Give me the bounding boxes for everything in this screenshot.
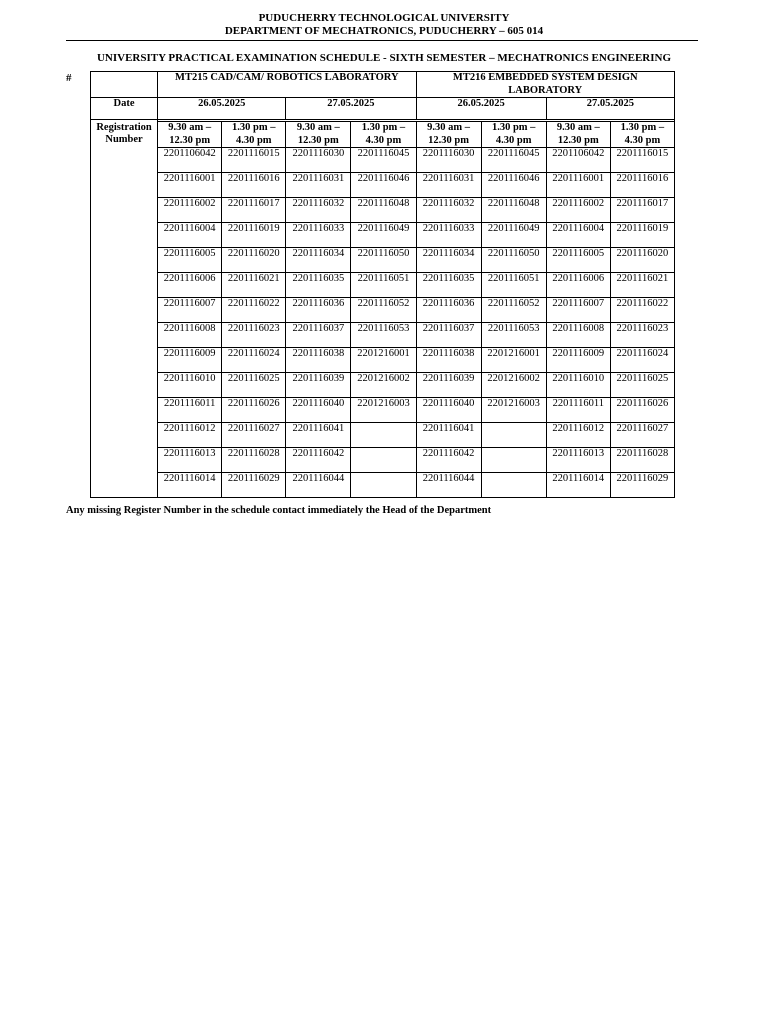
table-row bbox=[91, 473, 675, 498]
lab-header-row bbox=[91, 72, 675, 98]
registration-number-cell: 2201216001 bbox=[351, 348, 416, 373]
registration-number-cell: 2201116023 bbox=[610, 323, 674, 348]
registration-number-cell: 2201106042 bbox=[546, 148, 610, 173]
footer-note: Any missing Register Number in the schedule contact immediately the Head of the Department bbox=[66, 505, 492, 516]
registration-number-cell bbox=[481, 473, 546, 498]
registration-number-cell: 2201116033 bbox=[416, 223, 481, 248]
slot-cell: 1.30 pm – 4.30 pm bbox=[351, 122, 416, 148]
registration-number-cell: 2201116053 bbox=[481, 323, 546, 348]
registration-number-cell: 2201116012 bbox=[546, 423, 610, 448]
registration-number-cell: 2201116035 bbox=[286, 273, 351, 298]
registration-number-cell: 2201106042 bbox=[158, 148, 222, 173]
registration-number-cell: 2201116053 bbox=[351, 323, 416, 348]
registration-number-cell: 2201116002 bbox=[546, 198, 610, 223]
registration-number-cell: 2201116028 bbox=[610, 448, 674, 473]
registration-number-cell: 2201116019 bbox=[222, 223, 286, 248]
registration-number-cell: 2201116002 bbox=[158, 198, 222, 223]
registration-number-cell: 2201116044 bbox=[416, 473, 481, 498]
registration-number-cell: 2201116011 bbox=[546, 398, 610, 423]
registration-number-cell: 2201116020 bbox=[222, 248, 286, 273]
registration-number-cell: 2201116052 bbox=[351, 298, 416, 323]
registration-number-cell: 2201116045 bbox=[481, 148, 546, 173]
registration-number-cell: 2201116013 bbox=[158, 448, 222, 473]
registration-number-cell: 2201116037 bbox=[286, 323, 351, 348]
registration-number-cell: 2201216003 bbox=[351, 398, 416, 423]
registration-number-cell: 2201116020 bbox=[610, 248, 674, 273]
registration-number-cell: 2201116016 bbox=[222, 173, 286, 198]
slot-row bbox=[91, 122, 675, 148]
registration-number-cell: 2201116038 bbox=[286, 348, 351, 373]
registration-number-cell: 2201216001 bbox=[481, 348, 546, 373]
registration-number-cell bbox=[351, 423, 416, 448]
registration-number-cell: 2201116014 bbox=[158, 473, 222, 498]
registration-number-cell: 2201116034 bbox=[416, 248, 481, 273]
registration-number-cell: 2201116011 bbox=[158, 398, 222, 423]
registration-number-cell: 2201116030 bbox=[286, 148, 351, 173]
registration-number-cell: 2201116004 bbox=[546, 223, 610, 248]
table-row bbox=[91, 273, 675, 298]
registration-number-cell: 2201116015 bbox=[610, 148, 674, 173]
registration-number-cell: 2201116032 bbox=[416, 198, 481, 223]
department-name: DEPARTMENT OF MECHATRONICS, PUDUCHERRY – 605 014 bbox=[224, 25, 544, 37]
serial-hash: # bbox=[66, 72, 72, 84]
registration-number-cell: 2201116039 bbox=[286, 373, 351, 398]
registration-number-cell: 2201116022 bbox=[610, 298, 674, 323]
registration-number-cell: 2201116040 bbox=[416, 398, 481, 423]
registration-number-cell: 2201116033 bbox=[286, 223, 351, 248]
registration-number-cell: 2201116048 bbox=[351, 198, 416, 223]
table-row bbox=[91, 448, 675, 473]
schedule-table bbox=[90, 71, 675, 498]
registration-number-cell: 2201116026 bbox=[610, 398, 674, 423]
registration-number-cell: 2201116028 bbox=[222, 448, 286, 473]
registration-number-cell: 2201116036 bbox=[416, 298, 481, 323]
registration-number-cell: 2201116001 bbox=[546, 173, 610, 198]
registration-number-cell: 2201116048 bbox=[481, 198, 546, 223]
registration-number-cell: 2201116016 bbox=[610, 173, 674, 198]
registration-number-cell: 2201116024 bbox=[222, 348, 286, 373]
date-cell: 27.05.2025 bbox=[286, 98, 416, 120]
date-cell: 27.05.2025 bbox=[546, 98, 674, 120]
registration-number-cell: 2201116004 bbox=[158, 223, 222, 248]
date-label: Date bbox=[91, 98, 158, 120]
registration-number-cell: 2201116034 bbox=[286, 248, 351, 273]
registration-number-cell: 2201116049 bbox=[481, 223, 546, 248]
table-row bbox=[91, 173, 675, 198]
table-row bbox=[91, 198, 675, 223]
registration-number-cell: 2201116029 bbox=[610, 473, 674, 498]
table-row bbox=[91, 298, 675, 323]
registration-number-cell: 2201116032 bbox=[286, 198, 351, 223]
registration-number-cell: 2201116005 bbox=[158, 248, 222, 273]
registration-number-cell bbox=[481, 448, 546, 473]
registration-number-cell: 2201116026 bbox=[222, 398, 286, 423]
registration-number-cell: 2201116050 bbox=[481, 248, 546, 273]
registration-number-cell: 2201116009 bbox=[158, 348, 222, 373]
registration-number-cell: 2201116029 bbox=[222, 473, 286, 498]
registration-number-cell: 2201116007 bbox=[158, 298, 222, 323]
registration-number-cell bbox=[481, 423, 546, 448]
registration-number-cell: 2201116025 bbox=[222, 373, 286, 398]
registration-number-cell: 2201116025 bbox=[610, 373, 674, 398]
registration-number-cell: 2201116013 bbox=[546, 448, 610, 473]
registration-number-cell: 2201116010 bbox=[158, 373, 222, 398]
registration-number-cell: 2201216003 bbox=[481, 398, 546, 423]
registration-number-cell: 2201116037 bbox=[416, 323, 481, 348]
registration-number-cell: 2201116009 bbox=[546, 348, 610, 373]
registration-number-cell: 2201116038 bbox=[416, 348, 481, 373]
slot-cell: 1.30 pm – 4.30 pm bbox=[610, 122, 674, 148]
registration-number-cell: 2201116023 bbox=[222, 323, 286, 348]
slot-cell: 9.30 am – 12.30 pm bbox=[546, 122, 610, 148]
registration-label: Registration Number bbox=[91, 122, 158, 498]
registration-number-cell: 2201116006 bbox=[546, 273, 610, 298]
registration-number-cell: 2201116021 bbox=[222, 273, 286, 298]
registration-number-cell: 2201116039 bbox=[416, 373, 481, 398]
lab1-header: MT215 CAD/CAM/ ROBOTICS LABORATORY bbox=[158, 72, 416, 98]
table-row bbox=[91, 323, 675, 348]
registration-number-cell: 2201116036 bbox=[286, 298, 351, 323]
registration-number-cell: 2201116041 bbox=[286, 423, 351, 448]
header-divider bbox=[66, 40, 698, 41]
registration-number-cell: 2201116001 bbox=[158, 173, 222, 198]
schedule-title: UNIVERSITY PRACTICAL EXAMINATION SCHEDULE - SIXTH SEMESTER – MECHATRONICS ENGINEERING bbox=[96, 52, 672, 64]
registration-number-cell: 2201116049 bbox=[351, 223, 416, 248]
registration-number-cell: 2201116031 bbox=[416, 173, 481, 198]
registration-number-cell: 2201116024 bbox=[610, 348, 674, 373]
registration-number-cell: 2201116030 bbox=[416, 148, 481, 173]
registration-number-cell: 2201116006 bbox=[158, 273, 222, 298]
registration-number-cell: 2201116040 bbox=[286, 398, 351, 423]
slot-cell: 9.30 am – 12.30 pm bbox=[416, 122, 481, 148]
registration-number-cell: 2201116051 bbox=[351, 273, 416, 298]
registration-number-cell: 2201116052 bbox=[481, 298, 546, 323]
registration-number-cell: 2201116031 bbox=[286, 173, 351, 198]
registration-number-cell: 2201216002 bbox=[351, 373, 416, 398]
registration-number-cell: 2201116021 bbox=[610, 273, 674, 298]
date-cell: 26.05.2025 bbox=[158, 98, 286, 120]
registration-number-cell: 2201116027 bbox=[610, 423, 674, 448]
registration-number-cell: 2201116017 bbox=[610, 198, 674, 223]
registration-number-cell bbox=[351, 448, 416, 473]
registration-number-cell: 2201116051 bbox=[481, 273, 546, 298]
slot-cell: 1.30 pm – 4.30 pm bbox=[222, 122, 286, 148]
registration-number-cell: 2201116046 bbox=[481, 173, 546, 198]
registration-number-cell: 2201116042 bbox=[286, 448, 351, 473]
registration-number-cell: 2201116007 bbox=[546, 298, 610, 323]
table-row bbox=[91, 348, 675, 373]
slot-cell: 1.30 pm – 4.30 pm bbox=[481, 122, 546, 148]
registration-number-cell: 2201116012 bbox=[158, 423, 222, 448]
date-row bbox=[91, 98, 675, 120]
table-row bbox=[91, 398, 675, 423]
slot-cell: 9.30 am – 12.30 pm bbox=[158, 122, 222, 148]
registration-number-cell: 2201116027 bbox=[222, 423, 286, 448]
registration-number-cell: 2201116008 bbox=[158, 323, 222, 348]
slot-cell: 9.30 am – 12.30 pm bbox=[286, 122, 351, 148]
registration-number-cell bbox=[351, 473, 416, 498]
table-row bbox=[91, 148, 675, 173]
registration-number-cell: 2201116017 bbox=[222, 198, 286, 223]
registration-number-cell: 2201216002 bbox=[481, 373, 546, 398]
registration-number-cell: 2201116005 bbox=[546, 248, 610, 273]
registration-number-cell: 2201116035 bbox=[416, 273, 481, 298]
date-cell: 26.05.2025 bbox=[416, 98, 546, 120]
university-name: PUDUCHERRY TECHNOLOGICAL UNIVERSITY bbox=[258, 12, 510, 24]
registration-number-cell: 2201116008 bbox=[546, 323, 610, 348]
table-row bbox=[91, 373, 675, 398]
registration-number-cell: 2201116046 bbox=[351, 173, 416, 198]
registration-number-cell: 2201116010 bbox=[546, 373, 610, 398]
registration-number-cell: 2201116050 bbox=[351, 248, 416, 273]
registration-number-cell: 2201116042 bbox=[416, 448, 481, 473]
registration-number-cell: 2201116015 bbox=[222, 148, 286, 173]
registration-number-cell: 2201116014 bbox=[546, 473, 610, 498]
table-row bbox=[91, 223, 675, 248]
registration-number-cell: 2201116041 bbox=[416, 423, 481, 448]
registration-number-cell: 2201116045 bbox=[351, 148, 416, 173]
registration-number-cell: 2201116019 bbox=[610, 223, 674, 248]
registration-number-cell: 2201116022 bbox=[222, 298, 286, 323]
table-row bbox=[91, 248, 675, 273]
blank-corner-cell bbox=[91, 72, 158, 98]
lab2-header: MT216 EMBEDDED SYSTEM DESIGN LABORATORY bbox=[416, 72, 674, 98]
table-row bbox=[91, 423, 675, 448]
registration-number-cell: 2201116044 bbox=[286, 473, 351, 498]
